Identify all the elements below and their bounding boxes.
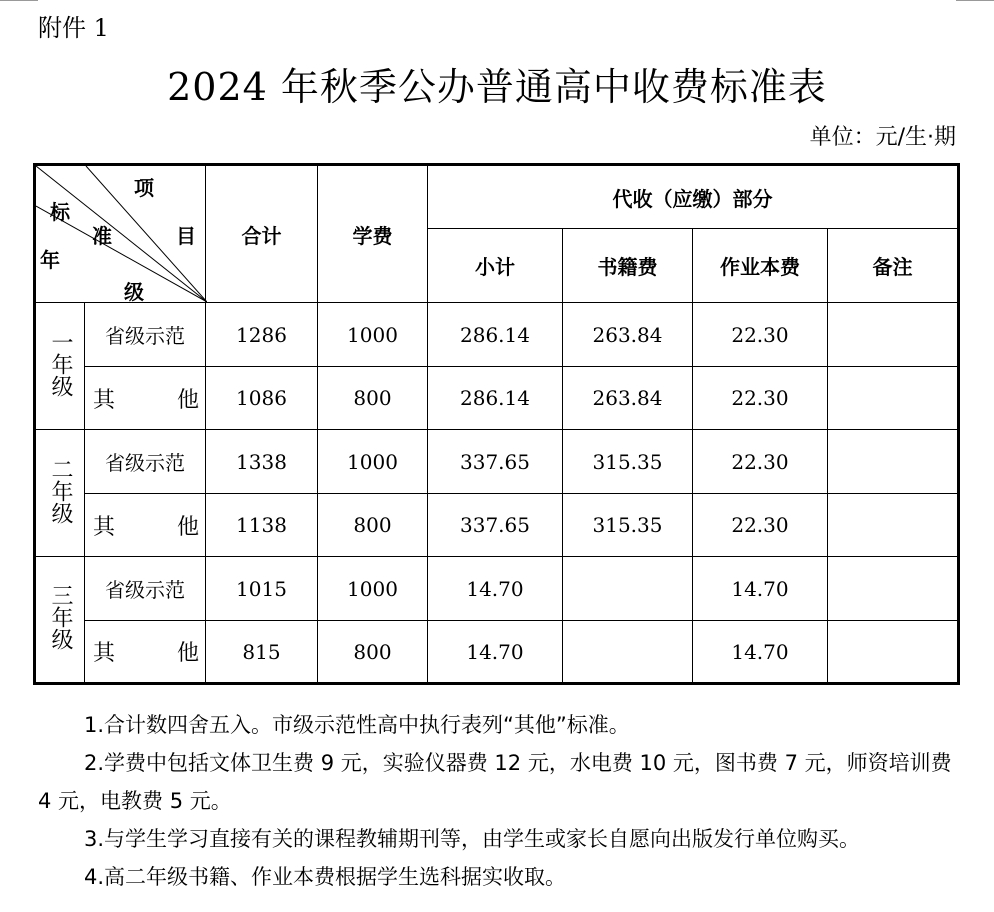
notes-section xyxy=(38,706,958,896)
header-collected-group: 代收（应缴）部分 xyxy=(428,165,959,229)
grade-cell-3: 三年级 xyxy=(35,557,85,684)
books-cell: 315.35 xyxy=(563,430,693,494)
tuition-cell: 800 xyxy=(318,367,428,430)
corner-crop-mark-left xyxy=(0,0,38,1)
table-row xyxy=(35,430,959,494)
tuition-cell: 1000 xyxy=(318,303,428,367)
workbooks-cell: 22.30 xyxy=(693,367,828,430)
grade-cell-1: 一年级 xyxy=(35,303,85,430)
note-item: 4.高二年级书籍、作业本费根据学生选科据实收取。 xyxy=(84,865,567,889)
corner-label-nian: 年 xyxy=(40,248,60,272)
workbooks-cell: 22.30 xyxy=(693,303,828,367)
subtotal-cell: 337.65 xyxy=(428,430,563,494)
attachment-label: 附件 1 xyxy=(38,14,109,42)
books-cell: 263.84 xyxy=(563,367,693,430)
workbooks-cell: 14.70 xyxy=(693,557,828,621)
remarks-cell xyxy=(828,557,959,621)
table-row xyxy=(35,621,959,684)
total-cell: 1338 xyxy=(206,430,318,494)
workbooks-cell: 22.30 xyxy=(693,430,828,494)
corner-label-xiang: 项 xyxy=(134,176,154,200)
total-cell: 1015 xyxy=(206,557,318,621)
books-cell: 263.84 xyxy=(563,303,693,367)
fee-standard-table xyxy=(33,163,960,685)
subtotal-cell: 286.14 xyxy=(428,367,563,430)
header-tuition: 学费 xyxy=(318,165,428,303)
corner-label-ji: 级 xyxy=(124,280,144,304)
note-item: 1.合计数四舍五入。市级示范性高中执行表列“其他”标准。 xyxy=(84,713,630,737)
note-item: 2.学费中包括文体卫生费 9 元，实验仪器费 12 元，水电费 10 元，图书费 7 元，师资培训费 4 元，电教费 5 元。 xyxy=(38,751,952,813)
subtotal-cell: 337.65 xyxy=(428,494,563,557)
table-row xyxy=(35,367,959,430)
workbooks-cell: 14.70 xyxy=(693,621,828,684)
tuition-cell: 1000 xyxy=(318,430,428,494)
category-cell: 其 他 xyxy=(85,621,206,684)
subtotal-cell: 286.14 xyxy=(428,303,563,367)
corner-label-mu: 目 xyxy=(176,224,196,248)
table-row xyxy=(35,494,959,557)
books-cell: 315.35 xyxy=(563,494,693,557)
total-cell: 1286 xyxy=(206,303,318,367)
header-row-1 xyxy=(35,165,959,229)
corner-label-biao: 标 xyxy=(50,200,70,224)
books-cell xyxy=(563,621,693,684)
corner-header-cell xyxy=(35,165,206,303)
corner-label-zhun: 准 xyxy=(92,224,112,248)
corner-crop-mark-right xyxy=(956,0,994,1)
tuition-cell: 800 xyxy=(318,494,428,557)
tuition-cell: 800 xyxy=(318,621,428,684)
total-cell: 815 xyxy=(206,621,318,684)
unit-label: 单位：元/生·期 xyxy=(809,125,956,150)
header-workbooks: 作业本费 xyxy=(693,229,828,303)
tuition-cell: 1000 xyxy=(318,557,428,621)
remarks-cell xyxy=(828,621,959,684)
remarks-cell xyxy=(828,494,959,557)
books-cell xyxy=(563,557,693,621)
workbooks-cell: 22.30 xyxy=(693,494,828,557)
total-cell: 1086 xyxy=(206,367,318,430)
category-cell: 其 他 xyxy=(85,494,206,557)
header-total: 合计 xyxy=(206,165,318,303)
header-subtotal: 小计 xyxy=(428,229,563,303)
page-title: 2024 年秋季公办普通高中收费标准表 xyxy=(167,65,827,109)
remarks-cell xyxy=(828,430,959,494)
grade-cell-2: 二年级 xyxy=(35,430,85,557)
remarks-cell xyxy=(828,367,959,430)
total-cell: 1138 xyxy=(206,494,318,557)
category-cell: 省级示范 xyxy=(85,557,206,621)
header-remarks: 备注 xyxy=(828,229,959,303)
category-cell: 省级示范 xyxy=(85,430,206,494)
table-row xyxy=(35,303,959,367)
remarks-cell xyxy=(828,303,959,367)
subtotal-cell: 14.70 xyxy=(428,557,563,621)
header-books: 书籍费 xyxy=(563,229,693,303)
table-row xyxy=(35,557,959,621)
subtotal-cell: 14.70 xyxy=(428,621,563,684)
category-cell: 其 他 xyxy=(85,367,206,430)
note-item: 3.与学生学习直接有关的课程教辅期刊等，由学生或家长自愿向出版发行单位购买。 xyxy=(84,827,861,851)
category-cell: 省级示范 xyxy=(85,303,206,367)
